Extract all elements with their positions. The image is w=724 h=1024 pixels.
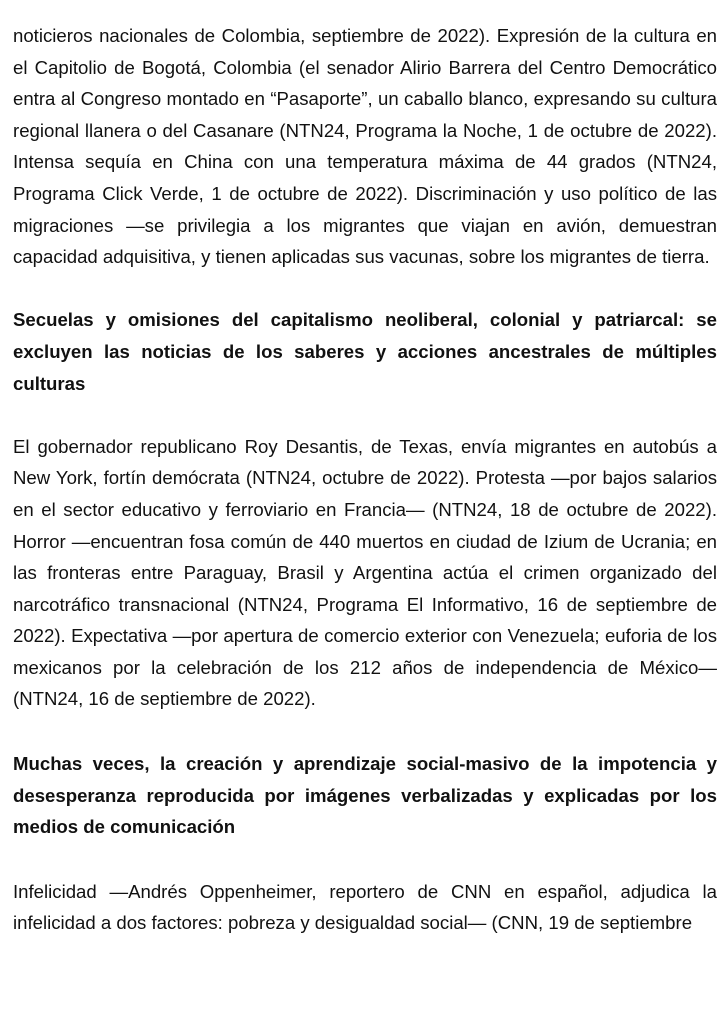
body-paragraph-colombia-news: noticieros nacionales de Colombia, septiembre de 2022). Expresión de la cultura en el Capitolio de Bogotá, Colombia (el senador Alirio Barrera del Centro Democrático entra al Congreso montado en “Pasaporte”, un caballo blanco, expresando su cultura regional llanera o del Casanare (NTN24, Programa la Noche, 1 de octubre de 2022). Intensa sequía en China con una temperatura máxima de 44 grados (NTN24, Programa Click Verde, 1 de octubre de 2022). Discriminación y uso político de las migraciones —se privilegia a los migrantes que viajan en avión, demuestran capacidad adquisitiva, y tienen aplicadas sus vacunas, sobre los migrantes de tierra.	[13, 25, 717, 268]
section-heading-secuelas: Secuelas y omisiones del capitalismo neoliberal, colonial y patriarcal: se excluyen las noticias de los saberes y acciones ancestrales de múltiples culturas	[13, 309, 717, 394]
paragraph-spacer	[13, 715, 717, 748]
paragraph-spacer	[13, 399, 717, 431]
body-paragraph-migrants-news: El gobernador republicano Roy Desantis, de Texas, envía migrantes en autobús a New York, fortín demócrata (NTN24, octubre de 2022). Protesta —por bajos salarios en el sector educativo y ferroviario en Francia— (NTN24, 18 de octubre de 2022). Horror —encuentran fosa común de 440 muertos en ciudad de Izium de Ucrania; en las fronteras entre Paraguay, Brasil y Argentina actúa el crimen organizado del narcotráfico transnacional (NTN24, Programa El Informativo, 16 de septiembre de 2022). Expectativa —por apertura de comercio exterior con Venezuela; euforia de los mexicanos por la celebración de los 212 años de independencia de México— (NTN24, 16 de septiembre de 2022).	[13, 435, 717, 710]
section-heading-impotencia: Muchas veces, la creación y aprendizaje social-masivo de la impotencia y desesperanza reproducida por imágenes verbalizadas y explicadas por los medios de comunicación	[13, 753, 717, 838]
body-paragraph-infelicidad: Infelicidad —Andrés Oppenheimer, reportero de CNN en español, adjudica la infelicidad a dos factores: pobreza y desigualdad social— (CNN, 19 de septiembre	[13, 880, 717, 934]
paragraph-spacer	[13, 273, 717, 305]
paragraph-spacer	[13, 843, 717, 876]
document-page	[13, 20, 717, 939]
